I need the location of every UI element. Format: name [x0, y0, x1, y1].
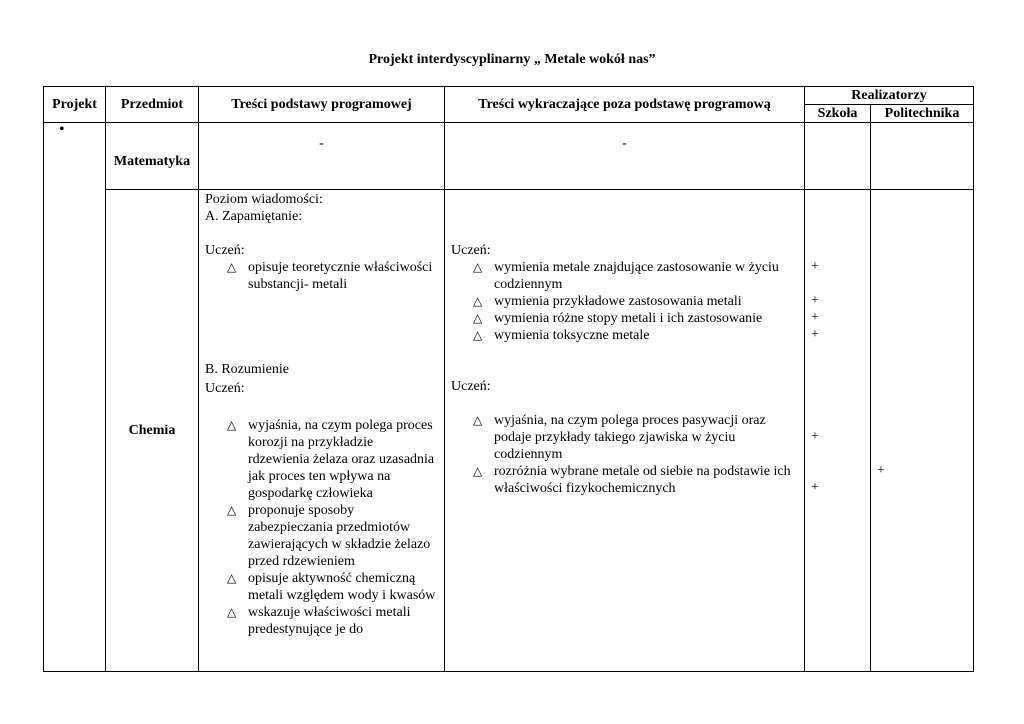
- triangle-icon: △: [227, 571, 237, 585]
- plus-mark: +: [811, 429, 819, 444]
- list-item: △ wyjaśnia, na czym polega proces pasywacji oraz podaje przykłady takiego zjawiska w życiu codziennym: [473, 413, 766, 462]
- triangle-icon: △: [473, 413, 483, 427]
- poziom-heading: Poziom wiadomości:: [205, 192, 323, 207]
- uczen-label: Uczeń:: [205, 381, 245, 396]
- subject-matematyka: Matematyka: [106, 123, 199, 190]
- list-item: △ opisuje aktywność chemiczną metali względem wody i kwasów: [227, 571, 436, 603]
- matematyka-podstawa: -: [199, 123, 445, 190]
- triangle-icon: △: [473, 328, 483, 342]
- rozumienie-heading: B. Rozumienie: [205, 362, 289, 377]
- document-title: Projekt interdyscyplinarny „ Metale wokół nas”: [368, 52, 656, 67]
- plus-mark: +: [811, 480, 819, 495]
- podstawa-list-b: [205, 417, 438, 638]
- uczen-label: Uczeń:: [451, 379, 491, 394]
- chemia-podstawa: [199, 190, 445, 672]
- triangle-icon: △: [227, 418, 237, 432]
- triangle-icon: △: [227, 260, 237, 274]
- uczen-label: Uczeń:: [451, 243, 491, 258]
- triangle-icon: △: [473, 311, 483, 325]
- bullet-icon: •: [59, 121, 65, 138]
- subject-chemia: Chemia: [106, 190, 199, 672]
- header-tresci-podstawy: Treści podstawy programowej: [199, 87, 445, 123]
- plus-mark: +: [877, 463, 885, 478]
- matematyka-szkola: [805, 123, 871, 190]
- podstawa-list-a: [205, 259, 438, 293]
- chemia-poza: [445, 190, 805, 672]
- matematyka-politechnika: [871, 123, 974, 190]
- list-item: △ rozróżnia wybrane metale od siebie na podstawie ich właściwości fizykochemicznych: [473, 464, 791, 496]
- triangle-icon: △: [473, 294, 483, 308]
- triangle-icon: △: [227, 503, 237, 517]
- header-tresci-poza: Treści wykraczające poza podstawę programową: [445, 87, 805, 123]
- list-item: △ opisuje teoretycznie właściwości substancji- metali: [227, 260, 433, 292]
- table-row-matematyka: [44, 123, 974, 190]
- plus-mark: +: [811, 327, 819, 342]
- header-politechnika: Politechnika: [871, 105, 974, 123]
- plus-mark: +: [811, 293, 819, 308]
- projekt-cell: [44, 123, 106, 672]
- list-item: △ wymienia toksyczne metale: [473, 328, 650, 343]
- zapamietanie-heading: A. Zapamiętanie:: [205, 209, 303, 224]
- matematyka-poza: -: [445, 123, 805, 190]
- header-przedmiot: Przedmiot: [106, 87, 199, 123]
- header-projekt: Projekt: [44, 87, 106, 123]
- plus-mark: +: [811, 310, 819, 325]
- curriculum-table: [43, 86, 974, 672]
- list-item: △ wyjaśnia, na czym polega proces korozji na przykładzie rdzewienia żelaza oraz uzasadnia jak proces ten wpływa na gospodarkę człowieka: [227, 418, 435, 501]
- list-item: △ wymienia metale znajdujące zastosowanie w życiu codziennym: [473, 260, 779, 292]
- triangle-icon: △: [227, 605, 237, 619]
- list-item: △ wskazuje właściwości metali predestynujące je do: [227, 605, 411, 637]
- header-szkola: Szkoła: [805, 105, 871, 123]
- poza-list-b: [451, 412, 798, 497]
- table-row-chemia: [44, 190, 974, 672]
- triangle-icon: △: [473, 260, 483, 274]
- list-item: △ wymienia przykładowe zastosowania metali: [473, 294, 742, 309]
- header-realizatorzy: Realizatorzy: [805, 87, 974, 105]
- list-item: △ wymienia różne stopy metali i ich zastosowanie: [473, 311, 763, 326]
- uczen-label: Uczeń:: [205, 243, 245, 258]
- triangle-icon: △: [473, 464, 483, 478]
- poza-list-a: [451, 259, 798, 344]
- chemia-szkola: [805, 190, 871, 672]
- plus-mark: +: [811, 259, 819, 274]
- list-item: △ proponuje sposoby zabezpieczania przedmiotów zawierających w składzie żelazo przed rdzewieniem: [227, 503, 431, 569]
- chemia-politechnika: [871, 190, 974, 672]
